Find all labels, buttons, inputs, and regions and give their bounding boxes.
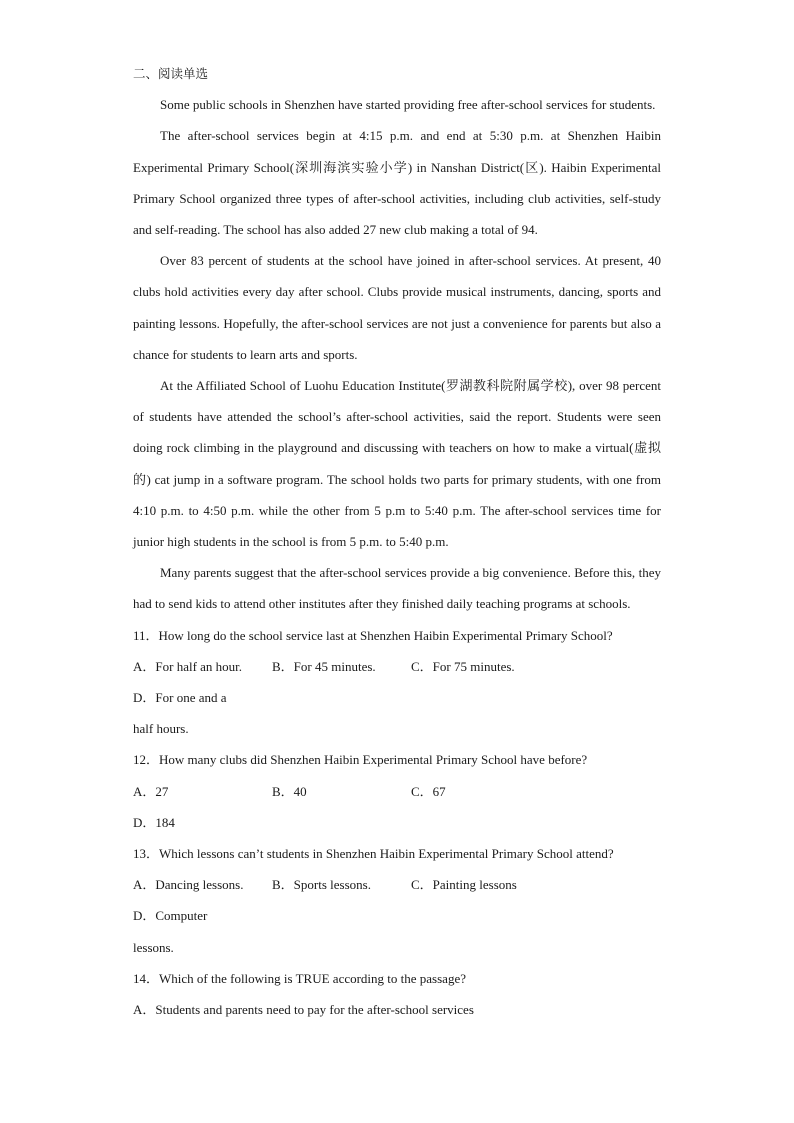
option-d: D．Computer lessons. [133,908,208,955]
passage-paragraph-5: Many parents suggest that the after-school services provide a big convenience. Before this, they had to send kids to attend other institutes after they finished daily teaching programs at schools. [133,565,661,612]
question-stem: 14．Which of the following is TRUE according to the passage? [133,970,466,986]
option-list [133,651,661,745]
option-b: B．Sports lessons. [272,877,371,893]
option-c: C．Painting lessons [411,877,517,893]
question-stem: 13．Which lessons can’t students in Shenzhen Haibin Experimental Primary School attend? [133,846,614,862]
question-stem: 11．How long do the school service last at Shenzhen Haibin Experimental Primary School? [133,627,613,643]
option-list [133,994,661,1025]
question-12 [133,744,661,838]
passage-paragraph-3: Over 83 percent of students at the school have joined in after-school services. At present, 40 clubs hold activities every day after school. Clubs provide musical instruments, dancing, sports and painting lessons. Hopefully, the after-school services are not just a convenience for parents but also a chance for students to learn arts and sports. [133,253,661,362]
section-heading: 二、阅读单选 [133,66,209,81]
passage-paragraph-1: Some public schools in Shenzhen have started providing free after-school services for students. [160,97,656,113]
option-a: A．Dancing lessons. [133,877,244,893]
question-13 [133,838,661,963]
option-a: A．27 [133,783,169,799]
question-stem: 12．How many clubs did Shenzhen Haibin Experimental Primary School have before? [133,752,588,768]
option-b: B．For 45 minutes. [272,658,376,674]
question-11 [133,620,661,745]
option-a: A．For half an hour. [133,658,243,674]
option-c: C．For 75 minutes. [411,658,515,674]
question-14 [133,963,661,1025]
option-a: A．Students and parents need to pay for the after-school services [133,1002,474,1018]
passage-paragraph-2: The after-school services begin at 4:15 p.m. and end at 5:30 p.m. at Shenzhen Haibin Experimental Primary School(深圳海滨实验小学) in Nanshan District(区). Haibin Experimental Primary School organized three types of after-school activities, including club activities, self-study and self-reading. The school has also added 27 new club making a total of 94. [133,128,661,238]
passage-paragraph-4: At the Affiliated School of Luohu Education Institute(罗湖教科院附属学校), over 98 percent of students have attended the school’s after-school activities, said the report. Students were seen doing rock climbing in the playground and discussing with teachers on how to make a virtual(虚拟的) cat jump in a software program. The school holds two parts for primary students, with one from 4:10 p.m. to 4:50 p.m. while the other from 5 p.m to 5:40 p.m. The after-school services time for junior high students in the school is from 5 p.m. to 5:40 p.m. [133,378,661,550]
option-list [133,869,661,963]
option-b: B．40 [272,783,307,799]
option-list [133,776,661,838]
option-c: C．67 [411,783,446,799]
option-d: D．184 [133,814,175,830]
option-d: D．For one and a half hours. [133,690,227,737]
document-page [133,58,661,1025]
